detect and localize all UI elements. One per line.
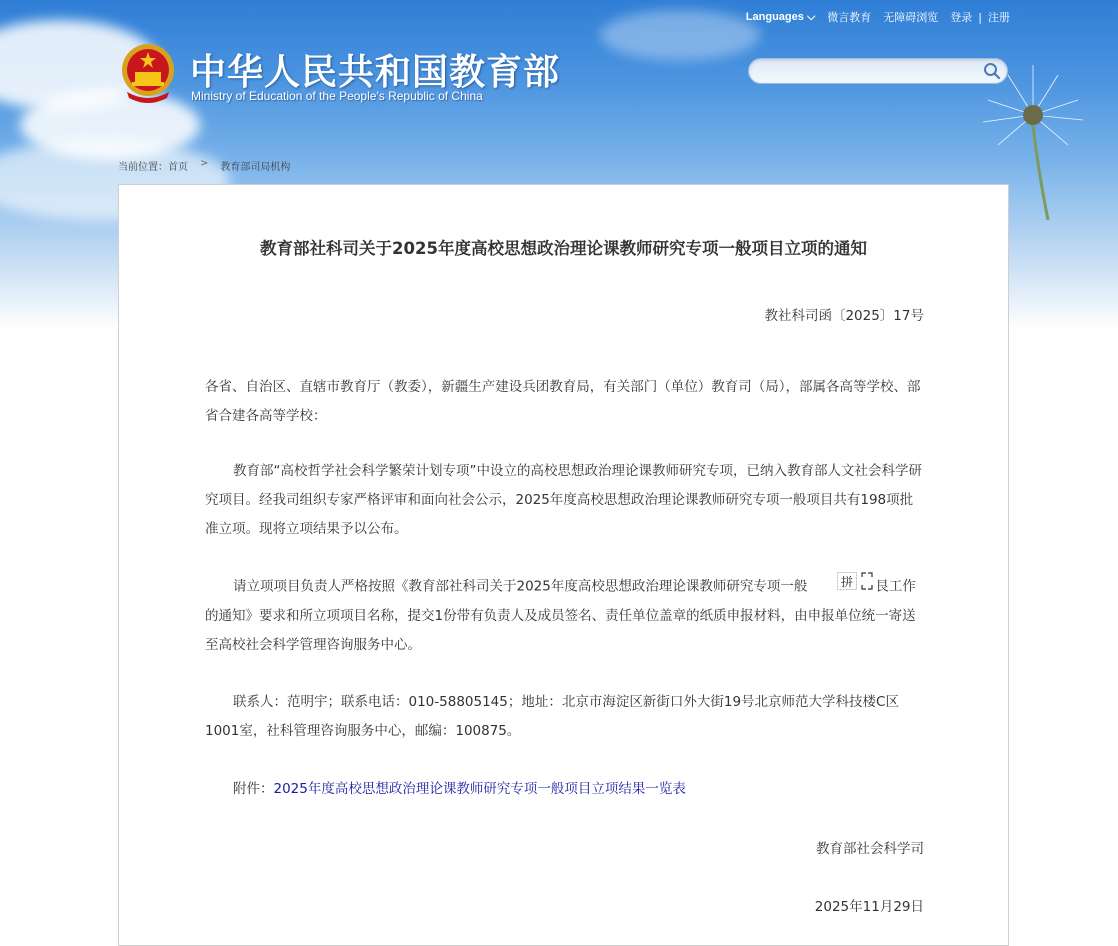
national-emblem-icon (119, 42, 177, 104)
overlay-toolbar[interactable] (809, 572, 873, 601)
article-title: 教育部社科司关于2025年度高校思想政治理论课教师研究专项一般项目立项的通知 (260, 239, 867, 258)
paragraph-1: 教育部“高校哲学社会科学繁荣计划专项”中设立的高校思想政治理论课教师研究专项，已纳入教育部人文社会科学研究项目。经我司组织专家严格评审和面向社会公示，2025年度高校思想政治理论课教师研究专项一般项目共有198项批准立项。现将立项结果予以公布。 (205, 463, 922, 537)
search-input[interactable] (761, 59, 985, 83)
top-links (746, 9, 1010, 25)
attachment-label: 附件： (233, 781, 274, 797)
attachment-line (205, 775, 925, 804)
document-number: 教社科司函〔2025〕17号 (764, 308, 924, 324)
breadcrumb-separator: > (200, 158, 209, 169)
attachment-link[interactable]: 2025年度高校思想政治理论课教师研究专项一般项目立项结果一览表 (273, 781, 686, 797)
languages-label: Languages (745, 10, 804, 23)
accessibility-link[interactable]: 无障碍浏览 (883, 11, 939, 24)
breadcrumb (118, 158, 290, 173)
site-subtitle: Ministry of Education of the People's Republic of China (191, 89, 483, 103)
signature: 教育部社会科学司 (816, 841, 924, 857)
paragraph-3: 联系人：范明宇；联系电话：010-58805145；地址：北京市海淀区新街口外大街19号北京师范大学科技楼C区1001室，社科管理咨询服务中心，邮编：100875。 (205, 694, 899, 739)
salutation: 各省、自治区、直辖市教育厅（教委），新疆生产建设兵团教育局，有关部门（单位）教育司（局），部属各高等学校、部省合建各高等学校： (205, 379, 921, 424)
pinyin-icon[interactable] (837, 572, 861, 590)
paragraph-2-before: 请立项项目负责人严格按照《教育部社科司关于2025年度高校思想政治理论课教师研究专项一般 (233, 578, 808, 595)
date: 2025年11月29日 (814, 899, 924, 915)
paragraph-2-after: 艮工作的通知》要求和所立项项目名称，提交1份带有负责人及成员签名、责任单位盖章的纸质申报材料，由申报单位统一寄送至高校社会科学管理咨询服务中心。 (205, 578, 916, 653)
register-link[interactable]: 注册 (988, 11, 1010, 24)
overlay-glyph: 拼 (841, 575, 854, 589)
login-link[interactable]: 登录 (950, 11, 973, 24)
breadcrumb-current[interactable]: 教育部司局机构 (220, 162, 291, 173)
languages-menu[interactable] (746, 11, 815, 24)
chevron-down-icon: ⌵ (806, 10, 816, 23)
cloud-decoration (600, 10, 760, 60)
top-links-divider: | (978, 10, 982, 24)
expand-icon[interactable] (861, 572, 873, 590)
paragraph-2 (205, 572, 925, 660)
search-box (748, 58, 1008, 84)
site-title: 中华人民共和国教育部 (190, 52, 561, 93)
article-container (118, 184, 1009, 946)
weibo-link[interactable]: 微言教育 (827, 11, 872, 24)
breadcrumb-label: 当前位置： (118, 162, 168, 173)
breadcrumb-home[interactable]: 首页 (168, 162, 188, 173)
